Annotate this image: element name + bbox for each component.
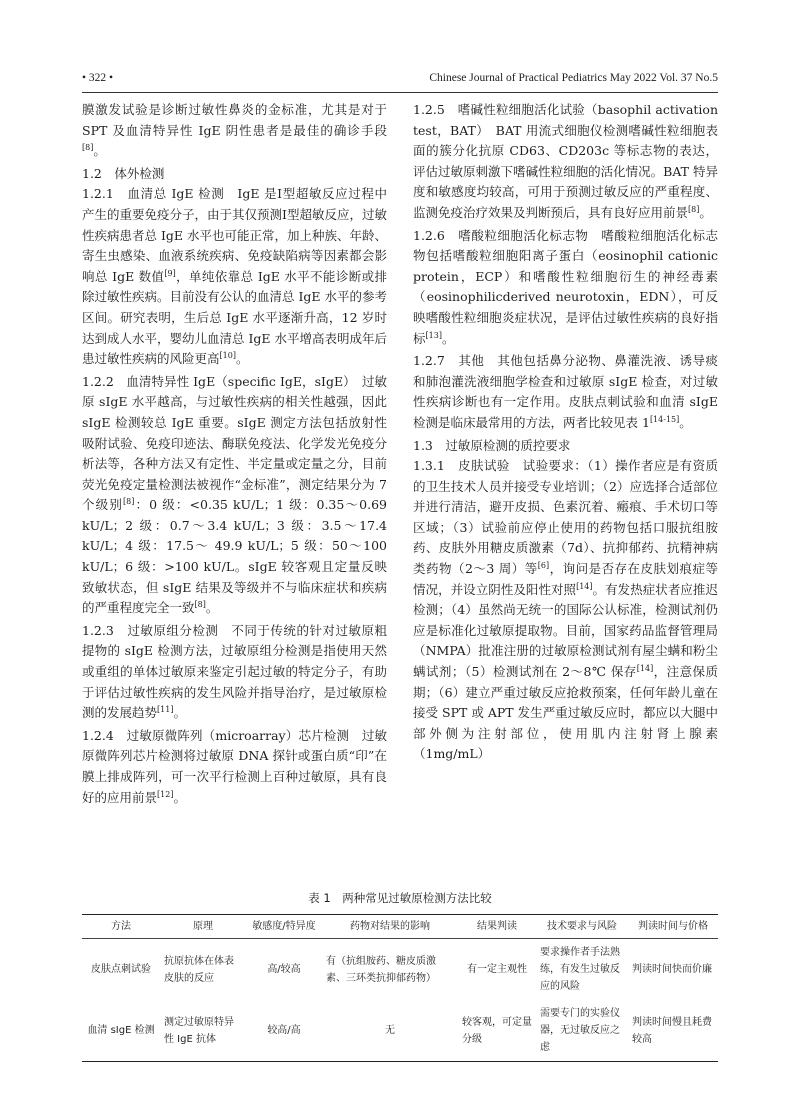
- table-cell: 有（抗组胺药、糖皮质激素、三环类抗抑郁药物）: [326, 955, 436, 984]
- paragraph: 1.2.4 过敏原微阵列（microarray）芯片检测 过敏原微阵列芯片检测将过敏原 DNA 探针或蛋白质“印”在膜上排成阵列，可一次平行检测上百种过敏原，具有良好的应用前景[12]。: [82, 727, 387, 805]
- citation: [9]: [164, 268, 176, 278]
- journal-name: Chinese Journal of Practical Pediatrics May 2022 Vol. 37 No.5: [429, 72, 718, 84]
- table-cell: 较客观，可定量分级: [458, 1000, 536, 1062]
- column-header: 敏感度/特异度: [246, 915, 322, 939]
- comparison-table: [82, 914, 718, 1062]
- citation: [13]: [425, 330, 442, 340]
- column-header: 判读时间与价格: [628, 915, 718, 939]
- table-row: [82, 1000, 718, 1062]
- table-cell: 皮肤点刺试验: [91, 964, 151, 975]
- column-header: 药物对结果的影响: [322, 915, 458, 939]
- table-cell: 判读时间快而价廉: [632, 964, 712, 975]
- section-heading: 1.3 过敏原检测的质控要求: [413, 437, 571, 453]
- table-cell: 要求操作者手法熟练，有发生过敏反应的风险: [540, 947, 620, 992]
- citation: [6]: [537, 560, 550, 570]
- paragraph: 1.2.5 嗜碱性粒细胞活化试验（basophil activation test，BAT） BAT 用流式细胞仪检测嗜碱性粒细胞表面的簇分化抗原 CD63、CD203c 等标志物的表达，评估过敏原刺激下嗜碱性粒细胞的活化情况。BAT 特异度和敏感度均较高，可用于预测过敏反应的严重程度、监测免疫治疗效果及判断预后，具有良好应用前景[8]。: [413, 102, 718, 220]
- paragraph: 1.2.2 血清特异性 IgE（specific IgE，sIgE） 过敏原 sIgE 水平越高，与过敏性疾病的相关性越强，因此 sIgE 检测较总 IgE 重要。sIgE 测定方法包括放射性吸附试验、免疫印迹法、酶联免疫法、化学发光免疫分析法等，各种方法又有定性、半定量或定量之分，目前荧光免疫定量检测法被视作“金标准”，测定结果分为 7 个级别[8]：0 级：<0.35 kU/L；1 级：0.35～0.69 kU/L；2 级：0.7～3.4 kU/L；3 级：3.5～17.4 kU/L；4 级：17.5～ 49.9 kU/L；5 级：50～100 kU/L；6 级：>100 kU/L。sIgE 较客观且定量反映致敏状态，但 sIgE 结果及等级并不与临床症状和疾病的严重程度完全一致[8]。: [82, 373, 387, 616]
- citation: [8]: [688, 204, 700, 214]
- citation: [8]: [122, 497, 135, 507]
- citation: [12]: [157, 789, 174, 799]
- paragraph: 1.2.3 过敏原组分检测 不同于传统的针对过敏原粗提物的 sIgE 检测方法，过敏原组分检测是指使用天然或重组的单体过敏原来鉴定引起过敏的特定分子，有助于评估过敏性疾病的发生风险并指导治疗，是过敏原检测的发展趋势[11]。: [82, 622, 387, 721]
- table-cell: 测定过敏原特异性 IgE 抗体: [160, 1000, 246, 1062]
- citation: [11]: [157, 705, 174, 715]
- citation: [14]: [576, 581, 593, 591]
- table-cell: 判读时间慢且耗费较高: [628, 1000, 718, 1062]
- header-rule: [82, 92, 718, 93]
- citation: [14]: [636, 663, 654, 673]
- table-caption: 表 1 两种常见过敏原检测方法比较: [308, 891, 492, 905]
- right-column: [413, 100, 718, 767]
- citation: [8]: [82, 143, 94, 153]
- citation: [10]: [219, 350, 236, 360]
- table-cell: 无: [322, 1000, 458, 1062]
- table-cell: 需要专门的实验仪器，无过敏反应之虑: [536, 1000, 628, 1062]
- table-cell: 抗原抗体在体表皮肤的反应: [164, 955, 234, 984]
- table-cell: 血清 sIgE 检测: [82, 1000, 160, 1062]
- table-cell: 有一定主观性: [467, 964, 527, 975]
- paragraph: 膜激发试验是诊断过敏性鼻炎的金标准，尤其是对于 SPT 及血清特异性 IgE 阴性患者是最佳的确诊手段[8]。: [82, 102, 387, 159]
- paragraph: 1.2.1 血清总 IgE 检测 IgE 是Ⅰ型超敏反应过程中产生的重要免疫分子，由于其仅预测Ⅰ型超敏反应，过敏性疾病患者总 IgE 水平也可能正常，加上种族、年龄、寄生虫感染、血液系统疾病、免疫缺陷病等因素都会影响总 IgE 数值[9]，单纯依靠总 IgE 水平不能诊断或排除过敏性疾病。目前没有公认的血清总 IgE 水平的参考区间。研究表明，生后总 IgE 水平逐渐升高，12 岁时达到成人水平，婴幼儿血清总 IgE 水平增高表明成年后患过敏性疾病的风险更高[10]。: [82, 186, 388, 367]
- table-cell: 高/较高: [267, 964, 301, 975]
- page-number: • 322 •: [82, 72, 114, 84]
- table-header-row: [82, 915, 718, 939]
- column-header: 原理: [160, 915, 246, 939]
- table-row: [82, 939, 718, 1001]
- paragraph: 1.3.1 皮肤试验 试验要求：（1）操作者应是有资质的卫生技术人员并接受专业培训；（2）应选择合适部位并进行清洁，避开皮损、色素沉着、瘢痕、手术切口等区域；（3）试验前应停止使用的药物包括口服抗组胺药、皮肤外用糖皮质激素（7d）、抗抑郁药、抗精神病类药物（2～3 周）等[6]，询问是否存在皮肤划痕症等情况，并设立阴性及阳性对照[14]。有发热症状者应推迟检测；（4）虽然尚无统一的国际公认标准，检测试剂仍应是标准化过敏原提取物。目前，国家药品监督管理局（NMPA）批准注册的过敏原检测试剂有屋尘螨和粉尘螨试剂；（5）检测试剂在 2～8℃ 保存[14]，注意保质期；（6）建立严重过敏反应抢救预案，任何年龄儿童在接受 SPT 或 APT 发生严重过敏反应时，都应以大腿中部外侧为注射部位，使用肌内注射肾上腺素（1mg/mL）: [413, 458, 718, 762]
- column-header: 技术要求与风险: [536, 915, 628, 939]
- paragraph: 1.2.6 嗜酸粒细胞活化标志物 嗜酸粒细胞活化标志物包括嗜酸粒细胞阳离子蛋白（eosinophil cationic protein，ECP）和嗜酸性粒细胞衍生的神经毒素（eosinophilicderived neurotoxin，EDN），可反映嗜酸性粒细胞炎症状况，是评估过敏性疾病的良好指标[13]。: [413, 227, 718, 346]
- column-header: 结果判读: [458, 915, 536, 939]
- paragraph: 1.2.7 其他 其他包括鼻分泌物、鼻灌洗液、诱导痰和肺泡灌洗液细胞学检查和过敏原 sIgE 检查，对过敏性疾病诊断也有一定作用。皮肤点刺试验和血清 sIgE 检测是临床最常用的方法，两者比较见表 1[14-15]。: [413, 353, 718, 430]
- table-cell: 较高/高: [246, 1000, 322, 1062]
- citation: [8]: [194, 600, 206, 610]
- left-column: [82, 100, 387, 810]
- page-header: [82, 72, 718, 88]
- citation: [14-15]: [649, 414, 680, 424]
- column-header: 方法: [82, 915, 160, 939]
- section-heading: 1.2 体外检测: [82, 165, 165, 181]
